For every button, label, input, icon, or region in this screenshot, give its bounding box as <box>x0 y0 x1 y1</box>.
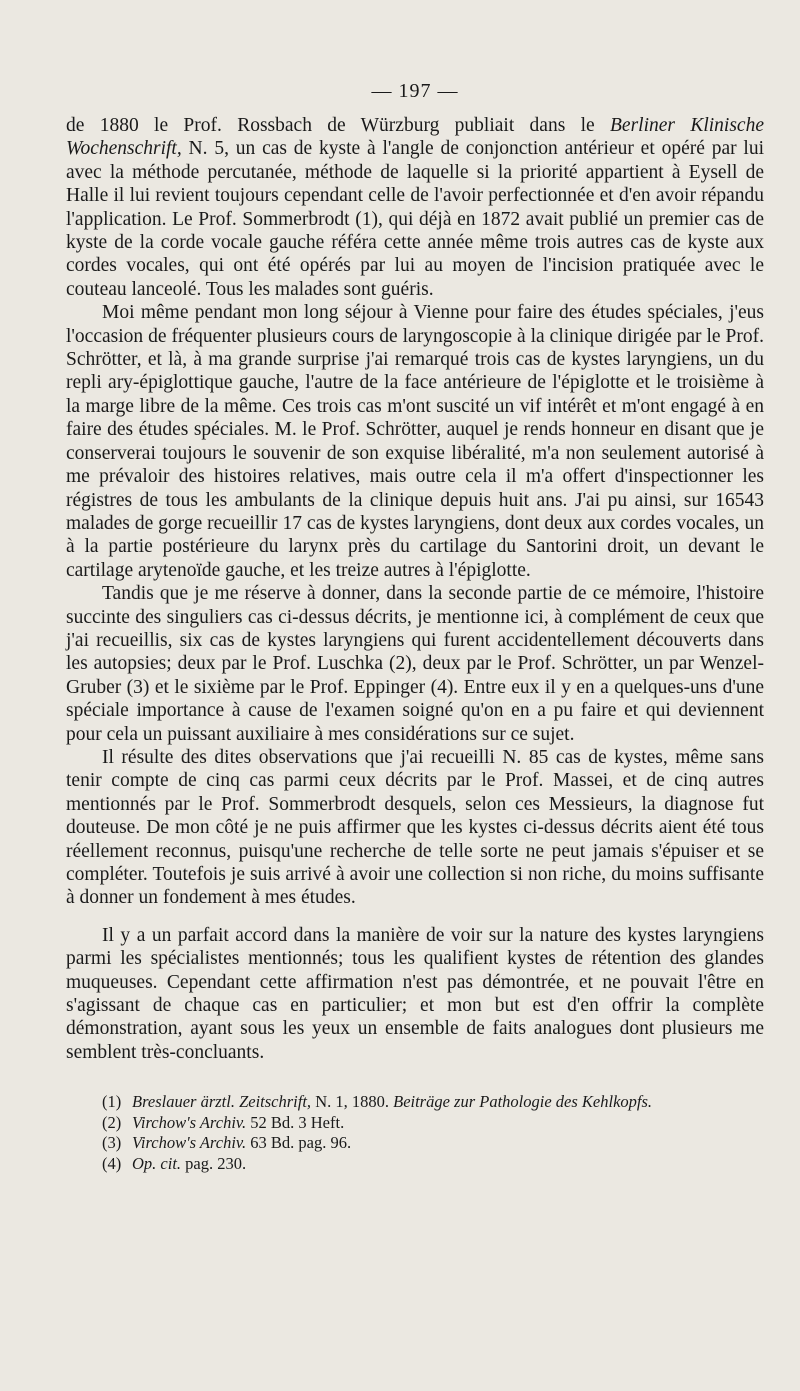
paragraph-3 <box>66 582 764 746</box>
footnote-2 <box>102 1113 764 1134</box>
italic-text: Virchow's Archiv. <box>132 1133 247 1153</box>
text-run: de 1880 le Prof. Rossbach de Würzburg publiait dans le <box>66 115 611 136</box>
italic-text: Virchow's Archiv. <box>132 1112 247 1132</box>
body-text <box>66 114 764 1064</box>
footnote-number: (3) <box>102 1133 122 1153</box>
text-run: 52 Bd. 3 Heft. <box>246 1112 345 1132</box>
text-run: N. 5, un cas de kyste à l'angle de conjonction antérieur et opéré par lui avec la méthode percutanée, méthode de laquelle si la priorité appartient à Eysell de Halle il lui revient toujours cependant celle de l'avoir perfectionnée et d'en avoir répandu l'application. Le Prof. Sommerbrodt (1), qui déjà en 1872 avait publié un premier cas de kyste de la corde vocale gauche référa cette année même trois autres cas de kyste aux cordes vocales, qui ont été opérés par lui au moyen de l'incision pratiquée avec le couteau lanceolé. Tous les malades sont guéris. <box>66 138 764 300</box>
italic-text: Breslauer ärztl. Zeitschrift, <box>132 1092 312 1112</box>
page-number: — 197 — <box>371 80 459 102</box>
footnote-number: (4) <box>102 1153 122 1173</box>
footnote-text <box>132 1092 652 1111</box>
text-run: pag. 230. <box>181 1153 247 1173</box>
italic-text: Op. cit. <box>132 1153 182 1173</box>
footnote-3 <box>102 1133 764 1154</box>
italic-text: Berliner Klinische Wochenschrift, <box>66 115 764 160</box>
paragraph-5 <box>66 924 764 1064</box>
footnote-number: (1) <box>102 1092 122 1112</box>
footnote-text <box>132 1154 246 1173</box>
footnote-text <box>132 1133 351 1152</box>
paragraph-2 <box>66 301 764 582</box>
text-run: 63 Bd. pag. 96. <box>246 1133 352 1153</box>
italic-text: Beiträge zur Pathologie des Kehlkopfs. <box>393 1092 653 1112</box>
footnotes <box>66 1092 764 1174</box>
text-run: Il y a un parfait accord dans la manière de voir sur la nature des kystes laryngiens parmi les spécialistes mentionnés; tous les qualifient kystes de rétention des glandes muqueuses. Cependant cette affirmation n'est pas démontrée, et ne pouvait l'être en s'agissant de chaque cas en particulier; et mon but est d'en offrir la complète démonstration, ayant sous les yeux un ensemble de faits analogues dont plusieurs me semblent très-concluants. <box>66 924 764 1063</box>
text-run: Moi même pendant mon long séjour à Vienne pour faire des études spéciales, j'eus l'occasion de fréquenter plusieurs cours de laryngoscopie à la clinique dirigée par le Prof. Schrötter, et là, à ma grande surprise j'ai remarqué trois cas de kystes laryngiens, un du repli ary-épiglottique gauche, l'autre de la face antérieure de l'épiglotte et le troisième à la marge libre de la même. Ces trois cas m'ont suscité un vif intérêt et m'ont engagé à en faire des études spéciales. M. le Prof. Schrötter, auquel je rends honneur en disant que je conserverai toujours le souvenir de son exquise libéralité, m'a non seulement autorisé à me prévaloir des histoires relatives, mais outre cela il m'a offert d'inspectionner les régistres de tous les ambulants de la clinique depuis huit ans. J'ai pu ainsi, sur 16543 malades de gorge recueillir 17 cas de kystes laryngiens, dont deux aux cordes vocales, un à la partie postérieure du larynx près du cartilage du Santorini droit, un devant le cartilage arytenoïde gauche, et les treize autres à l'épiglotte. <box>66 302 764 581</box>
paragraph-4 <box>66 746 764 910</box>
footnote-1 <box>102 1092 764 1113</box>
footnote-4 <box>102 1154 764 1175</box>
text-run: N. 1, 1880. <box>311 1092 394 1112</box>
footnote-number: (2) <box>102 1112 122 1132</box>
text-run: Tandis que je me réserve à donner, dans la seconde partie de ce mémoire, l'histoire succinte des singuliers cas ci-dessus décrits, je mentionne ici, à complément de ceux que j'ai recueillis, six cas de kystes laryngiens qui furent accidentellement découverts dans les autopsies; deux par le Prof. Luschka (2), deux par le Prof. Schrötter, un par Wenzel-Gruber (3) et le sixième par le Prof. Eppinger (4). Entre eux il y en a quelques-uns d'une spéciale importance à cause de l'examen soigné qu'on en a pu faire et qui deviennent pour cela un puissant auxiliaire à mes considérations sur ce sujet. <box>66 583 764 745</box>
footnote-text <box>132 1113 344 1132</box>
text-run: Il résulte des dites observations que j'ai recueilli N. 85 cas de kystes, même sans tenir compte de cinq cas parmi ceux décrits par le Prof. Massei, et de cinq autres mentionnés par le Prof. Sommerbrodt desquels, selon ces Messieurs, la diagnose fut douteuse. De mon côté je ne puis affirmer que les kystes ci-dessus décrits aient été tous réellement reconnus, puisqu'une recherche de telle sorte ne peut jamais s'épuiser et se compléter. Toutefois je suis arrivé à avoir une collection si non riche, du moins suffisante à donner un fondement à mes études. <box>66 746 764 909</box>
paragraph-1 <box>66 114 764 301</box>
